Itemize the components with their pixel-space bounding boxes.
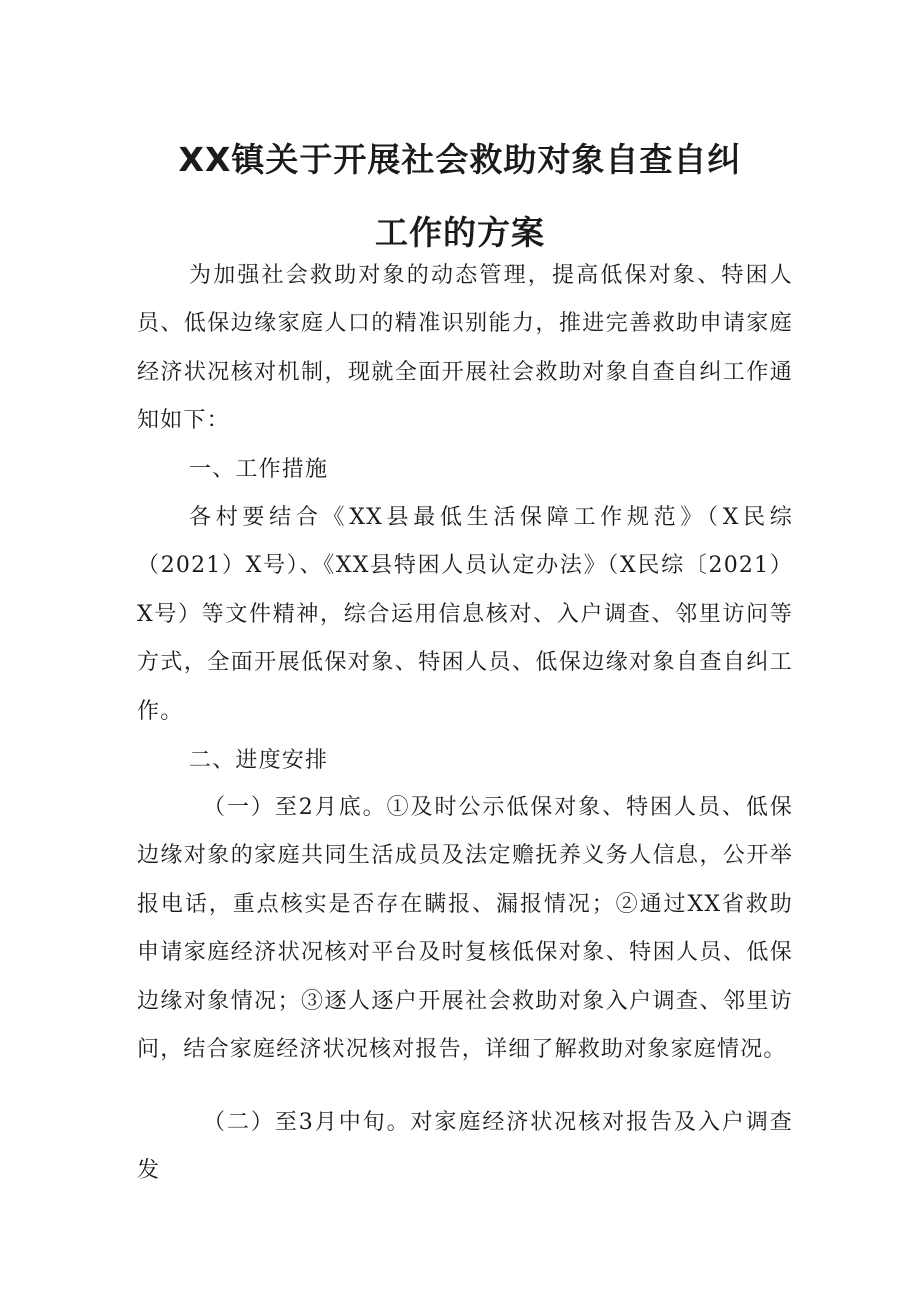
document-title-line-1: XX镇关于开展社会救助对象自查自纠 [178,140,742,179]
intro-paragraph: 为加强社会救助对象的动态管理，提高低保对象、特困人员、低保边缘家庭人口的精准识别能力，推进完善救助申请家庭经济状况核对机制，现就全面开展社会救助对象自查自纠工作通知如下： [137,263,793,434]
schedule-item-march: （二）至3月中旬。对家庭经济状况核对报告及入户调查发 [137,1110,793,1184]
section-heading-schedule: 二、进度安排 [189,748,329,773]
section-heading-work-measures: 一、工作措施 [189,457,329,482]
schedule-item-february: （一）至2月底。①及时公示低保对象、特困人员、低保边缘对象的家庭共同生活成员及法定赡抚养义务人信息，公开举报电话，重点核实是否存在瞒报、漏报情况；②通过XX省救助申请家庭经济状况核对平台及时复核低保对象、特困人员、低保边缘对象情况；③逐人逐户开展社会救助对象入户调查、邻里访问，结合家庭经济状况核对报告，详细了解救助对象家庭情况。 [137,795,793,1063]
document-title-line-2: 工作的方案 [375,213,545,252]
section-work-measures-body: 各村要结合《XX县最低生活保障工作规范》（X民综（2021）X号）、《XX县特困人员认定办法》（X民综〔2021）X号）等文件精神，综合运用信息核对、入户调查、邻里访问等方式，全面开展低保对象、特困人员、低保边缘对象自查自纠工作。 [137,505,793,724]
